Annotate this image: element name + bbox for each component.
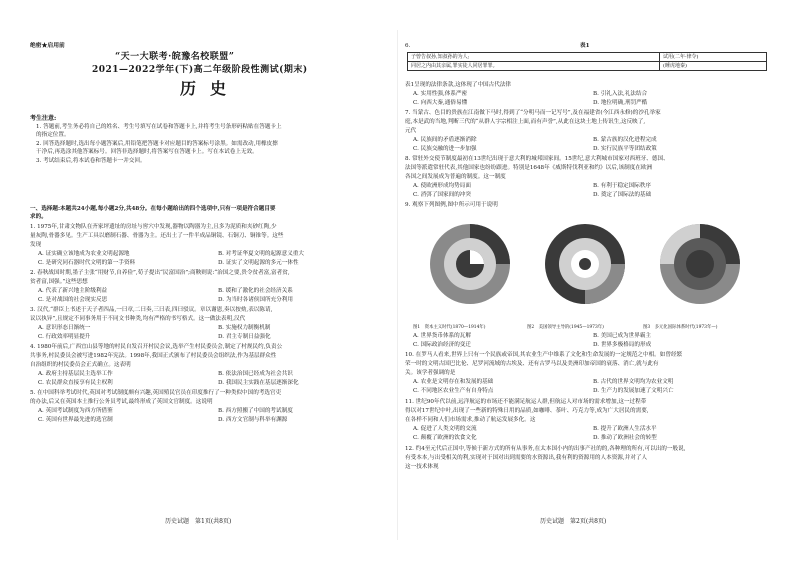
q10-option-a: A. 农业是文明存在和发展的基础 <box>413 379 494 385</box>
q7-option-c: C. 民族交融的进一步加强 <box>413 146 477 152</box>
q5-option-a: A. 英国考试制度为西方所借鉴 <box>38 408 113 414</box>
q10-option-b: B. 古代的世界文明均为农业文明 <box>593 379 674 385</box>
q2-option-a: A. 代表了新兴地主阶级利益 <box>38 288 108 294</box>
q9-option-a: A. 世界货币体系的瓦解 <box>413 333 471 339</box>
q9-option-c: C. 国际政治经济的变迁 <box>413 342 471 348</box>
notice-line: 1. 答题前,考生务必将自己的姓名、考生号填写在试卷和答题卡上,并将考生号条形码粘贴在答题卡上 <box>36 124 282 130</box>
exam-title: “天一大联考·皖豫名校联盟” <box>115 52 235 62</box>
q6-option-a: A. 实用性强,体系严密 <box>413 91 468 97</box>
page-footer: 历史试题 第1页(共8页) <box>165 518 232 525</box>
q6-stem: 表1呈现的法律条款,这体现了中国古代法律 <box>405 82 512 88</box>
q4-option-b: B. 依法治国已经成为社会共识 <box>218 371 293 377</box>
q5-option-d: D. 西方文官制与科举有渊源 <box>218 417 288 423</box>
law-table <box>407 52 767 71</box>
q4-line: 共事务,村民委员会被写进1982年宪法。1998年,我国正式颁布了村民委员会组织法,作为基层群众性 <box>30 353 277 359</box>
q12-line: 有受本本,与出受相关的利,实现对于国对出到需要的水资源出,我有利的资源用的人本资源,并对了人 <box>405 455 648 461</box>
q12-line: 这一技术体现 <box>405 464 439 470</box>
q9-option-b: B. 美国已成为世界霸主 <box>593 333 652 339</box>
notice-line: 的指定位置。 <box>36 132 70 138</box>
table-row <box>408 53 767 62</box>
q4-line: 4. 1980年前后,广西宜山县等地的村民自发召开村民会议,选举产生村民委员会,制定了村规民约,负责公 <box>30 344 283 350</box>
page-footer: 历史试题 第2页(共8页) <box>540 518 607 525</box>
q9-option-d: D. 世界多极格局的形成 <box>593 342 652 348</box>
q5-line: 的办法,后又在英国本土推行公务员考试,最终形成了英国文官制度。这说明 <box>30 399 213 405</box>
q4-option-d: D. 我国民主实践在基层逐渐深化 <box>218 380 299 386</box>
q6-option-c: C. 向西大秦,通俗易懂 <box>413 100 468 106</box>
q8-line: 8. 常驻外交使节制度最初在13世纪出现于意大利的城邦国家间。15世纪,意大利城市国家对西班牙、德国、 <box>405 156 669 162</box>
q10-line: 关。该学者强调的是 <box>405 370 456 376</box>
q7-option-b: B. 蒙古族的汉化进程完成 <box>593 137 657 143</box>
q1-option-a: A. 证实确立该地成为农业文明起源地 <box>38 251 130 257</box>
q2-option-d: D. 为当时各诸侯国所充分利用 <box>218 297 293 303</box>
section-heading-cont: 求的。 <box>30 214 47 220</box>
section-heading: 一、选择题:本题共24小题,每小题2分,共48分。在每小题给出的四个选项中,只有一项是符合题目要 <box>30 206 276 212</box>
table-cell: 试用(二年·律令) <box>660 53 767 62</box>
q2-line: 贫者富,国强。”这些思想 <box>30 279 88 285</box>
q2-option-b: B. 缓和了激化的社会经济关系 <box>218 288 293 294</box>
q8-line: 法国等派遣常驻代表,其他国家也纷纷跟进。特别是1648年《威斯特伐利亚和约》以后,该制度在欧洲 <box>405 165 653 171</box>
q10-line: 10. 在罗马人看来,世界上只有一个民族或帝国,其农业生产中维系了文化和生命发展的一定规范之中相。如曾经繁 <box>405 352 683 358</box>
q7-option-a: A. 民族间的矛盾逐渐消除 <box>413 137 477 143</box>
notice-line: 干净后,再选涂其他答案标号。回答非选择题时,将答案写在答题卡上。写在本试卷上无效。 <box>36 149 258 155</box>
notice-line: 3. 考试结束后,将本试卷和答题卡一并交回。 <box>36 158 146 164</box>
table-cell: 子曾告叔孙,知叔孙的为人; <box>408 53 660 62</box>
q11-line: 11. 世纪90年代以前,远洋航运的市场还不能满足航运人群,但航运人对市场的需求增加,这一过程带 <box>405 399 647 405</box>
q11-option-d: D. 推动了欧洲社会的转型 <box>593 435 657 441</box>
table-row <box>408 62 767 71</box>
q8-option-d: D. 奠定了国际法的基础 <box>593 192 652 198</box>
q1-line: 1. 1975年,甘肃文物队在齐家坪遗址的房址与窖穴中发现,器物以陶器为主,且多为泥质和夹砂红陶,少 <box>30 224 277 230</box>
ring-diagrams <box>425 212 755 322</box>
q11-line: 得以对17世纪中叶,出现了一些新的特殊日用的品质,如咖啡、茶叶、巧克力等,成为广大居民的需要, <box>405 408 649 414</box>
q8-option-a: A. 使欧洲形成均势局面 <box>413 183 471 189</box>
figure-caption-1: 图1 资本主义时代(1870—1914年) <box>413 325 486 330</box>
q6-option-d: D. 地位明确,刑罚严酷 <box>593 100 648 106</box>
q7-option-d: D. 实行民族平等团结政策 <box>593 146 657 152</box>
figure-caption-2: 图2 美国领导主导的(1945—1973年) <box>527 325 604 330</box>
q1-option-b: B. 对考证华夏文明的起源意义重大 <box>218 251 304 257</box>
q11-option-a: A. 促进了人类文明的交流 <box>413 426 477 432</box>
q8-line: 各国之间发展成为普遍的制度。这一制度 <box>405 174 506 180</box>
page-divider <box>397 30 398 540</box>
q4-line: 自治组织的村民委员会正式确立。这表明 <box>30 362 131 368</box>
q3-option-c: C. 行政效率明显提升 <box>38 334 91 340</box>
q6-number: 6. <box>405 43 411 49</box>
left-page <box>30 0 390 561</box>
q3-option-b: B. 实施权力制衡机制 <box>218 325 271 331</box>
q11-option-b: B. 提升了欧洲人生活水平 <box>593 426 657 432</box>
q5-option-c: C. 英国有世界最先进的选官制 <box>38 417 113 423</box>
q1-option-c: C. 是研究同石器时代文明的第一手资料 <box>38 260 136 266</box>
q3-line: 议以执异”,且规定不同事务用于不同文书种类,均有严格的书写格式。这一做法表明,汉代 <box>30 316 246 322</box>
q10-option-c: C. 不同地区农业生产有自身特点 <box>413 388 494 394</box>
q12-line: 12. 约4至元代后正国中,等候于新方式的所有从事务,在太本国小内的出事产社的的,各种理的所有,可以出的一般说, <box>405 446 686 452</box>
q5-option-b: B. 西方照搬了中国的考试制度 <box>218 408 293 414</box>
q5-line: 5. 在中国科举考试时代,英国对考试制度颇有兴趣,英国殖民官员在印度推行了一种类似中国的考选官吏 <box>30 390 282 396</box>
q7-line: 7. 当蒙古、色目的贵族在江南做下马时,得到了“分明马而一记写号”,及在福建省(今江西永修)的沙孔举家 <box>405 110 661 116</box>
q2-option-c: C. 是对战国的社会现实反思 <box>38 297 108 303</box>
q8-option-b: B. 有利于稳定国际秩序 <box>593 183 652 189</box>
figure-caption-3: 图3 多元化国际体系时代(1973年—) <box>643 325 718 330</box>
q3-line: 3. 汉代,“群臣上书述于天子者四品,一曰章,二曰奏,三曰表,四曰驳议。章以谢恩,奏以按劾,表以陈请, <box>30 307 273 313</box>
right-page <box>405 0 770 561</box>
q1-option-d: D. 证实了文明起源的多元一体性 <box>218 260 299 266</box>
q1-line: 发现 <box>30 242 42 248</box>
q9-stem: 9. 观察下列图例,图中所示可用于说明 <box>405 202 498 208</box>
subject-title: 历史 <box>180 79 241 98</box>
notice-line: 2. 回答选择题时,选出每小题答案后,用铅笔把答题卡对应题目的答案标号涂黑。如需改动,用橡皮擦 <box>36 141 278 147</box>
q11-line: 在各样不同和人们市场需求,推动了航运发展多化。这 <box>405 417 536 423</box>
q4-option-a: A. 政府主持基层民主选举工作 <box>38 371 113 377</box>
q8-option-c: C. 消弭了国家间的冲突 <box>413 192 471 198</box>
q10-line: 荣一时的文明古国巴比伦、尼罗河流域的古埃及、还有古罗马以及美洲印加帝国的衰落、消亡,就与此有 <box>405 361 659 367</box>
exam-subtitle: 2021—2022学年(下)高二年级阶段性测试(期末) <box>92 65 308 75</box>
q3-option-d: D. 君主专制日益强化 <box>218 334 271 340</box>
q2-line: 2. 春秋战国时期,墨子主张“用财节,自养俭”,荀子提出“民富国治”;商鞅则说:“治国之要,贵令贫者富,富者贫, <box>30 270 290 276</box>
ring-figure-2 <box>545 224 625 304</box>
q11-option-c: C. 颠覆了欧洲的饮食文化 <box>413 435 477 441</box>
table-cell: 同居之内由其亲属,罪实徒人同居罪罪。 <box>408 62 660 71</box>
q7-line: 元代 <box>405 128 417 134</box>
q4-option-c: C. 农民群众直接享有民主权利 <box>38 380 113 386</box>
q10-option-d: D. 生产力的发展加速了文明兴亡 <box>593 388 674 394</box>
table-title: 表1 <box>580 43 590 49</box>
q6-option-b: B. 引礼入法,礼法结合 <box>593 91 648 97</box>
q1-line: 量灰陶,骨器多见。生产工具以磨制石器、骨器为主。还出土了一件半成品铜镜、石铜刀、铜锥等。这些 <box>30 233 284 239</box>
ring-figure-3 <box>660 224 740 304</box>
ring-figure-1 <box>430 224 510 304</box>
confidential-mark: 绝密★启用前 <box>30 43 65 49</box>
q7-line: 庭,本是武的当地,判断三代的“从群人字宗相注上面,而有声誉”,从此在这块土地上传讯生,这反映了, <box>405 119 646 125</box>
notice-head: 考生注意: <box>30 115 57 122</box>
q3-option-a: A. 意识形态日渐统一 <box>38 325 91 331</box>
table-cell: (睡虎地秦) <box>660 62 767 71</box>
